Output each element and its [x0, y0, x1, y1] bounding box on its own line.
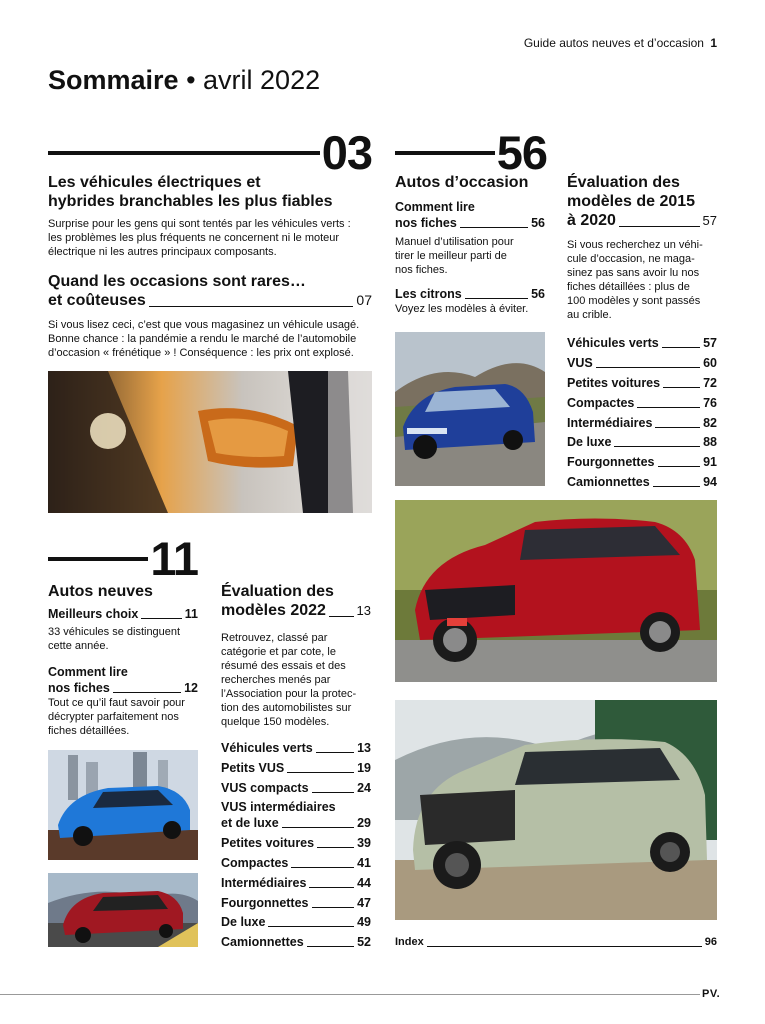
entry-body	[567, 238, 717, 322]
section-number-56	[395, 126, 547, 179]
entry-body: Voyez les modèles à éviter.	[395, 303, 529, 315]
category-entry[interactable]	[221, 875, 371, 891]
leader-line	[653, 486, 700, 487]
category-entry[interactable]	[567, 454, 717, 470]
article-title-line: Les véhicules électriques et	[48, 174, 261, 191]
photo-blue-suv	[395, 332, 545, 486]
toc-entry	[395, 286, 545, 302]
entry-body	[48, 625, 198, 653]
running-header	[524, 36, 717, 50]
toc-page: 82	[703, 415, 717, 430]
category-entry[interactable]	[221, 895, 371, 911]
body-line: Retrouvez, classé par	[221, 632, 328, 644]
photo-red-wagon	[48, 873, 198, 947]
toc-page: 88	[703, 435, 717, 450]
photo-car-mirror	[48, 371, 372, 513]
leader-line	[309, 887, 354, 888]
entry-evaluation-2015-2020[interactable]	[567, 173, 717, 322]
photo-green-suv	[395, 700, 717, 920]
toc-entry	[567, 211, 717, 230]
page-title	[48, 62, 320, 98]
leader-line	[465, 298, 528, 299]
body-line: au crible.	[567, 309, 612, 321]
toc-label: VUS	[567, 355, 593, 370]
leader-line	[141, 618, 181, 619]
index-entry[interactable]	[395, 934, 717, 950]
body-line: Si vous recherchez un véhi-	[567, 239, 703, 251]
leader-line	[427, 946, 702, 947]
toc-page: 47	[357, 895, 371, 910]
article-body	[48, 318, 372, 360]
toc-page: 96	[704, 936, 717, 948]
toc-label: VUS intermédiaires	[221, 800, 336, 815]
leader-line	[317, 847, 354, 848]
category-entry[interactable]	[221, 780, 371, 796]
category-entry[interactable]	[221, 934, 371, 950]
section-number: 56	[496, 126, 547, 179]
toc-label: VUS compacts	[221, 780, 309, 795]
toc-label: Comment lire	[48, 665, 128, 679]
toc-page: 07	[356, 292, 372, 308]
title-main: Sommaire	[48, 65, 179, 95]
toc-label-line	[221, 799, 371, 815]
category-entry[interactable]	[567, 474, 717, 490]
page-number: 1	[710, 36, 717, 50]
article-title-line: hybrides branchables les plus fiables	[48, 193, 333, 210]
article-rare-used-cars[interactable]	[48, 272, 372, 360]
toc-page: 24	[357, 780, 371, 795]
category-entry[interactable]	[567, 395, 717, 411]
body-line: nos fiches.	[395, 264, 448, 276]
body-line: 33 véhicules se distinguent	[48, 626, 181, 638]
toc-label: Petites voitures	[221, 836, 315, 851]
body-line: électrique ni les autres principaux composants.	[48, 246, 277, 258]
toc-entry	[48, 606, 198, 622]
body-line: catégorie et par cote, le	[221, 646, 336, 658]
toc-page: 72	[703, 375, 717, 390]
entry-body	[395, 235, 545, 277]
toc-page: 76	[703, 395, 717, 410]
toc-label-line	[395, 199, 545, 215]
toc-page: 13	[356, 603, 371, 618]
toc-label: Véhicules verts	[221, 741, 313, 755]
body-line: tion des automobilistes sur	[221, 702, 352, 714]
entry-title-line: modèles de 2015	[567, 193, 696, 210]
section-rule	[48, 557, 148, 561]
leader-line	[312, 907, 355, 908]
leader-line	[291, 867, 354, 868]
toc-page: 41	[357, 855, 371, 870]
article-ev-reliability[interactable]	[48, 173, 368, 259]
category-entry[interactable]	[567, 434, 717, 450]
toc-label: Fourgonnettes	[221, 895, 309, 910]
category-entry[interactable]	[567, 375, 717, 391]
section-rule	[48, 151, 320, 155]
leader-line	[316, 752, 354, 753]
leader-line	[637, 407, 700, 408]
toc-label: Véhicules verts	[567, 336, 659, 350]
toc-page: 91	[703, 455, 717, 470]
category-entry[interactable]	[221, 740, 371, 756]
body-line: Tout ce qu’il faut savoir pour	[48, 697, 185, 709]
section-heading-new-cars: Autos neuves	[48, 583, 153, 600]
section-heading-used-cars: Autos d’occasion	[395, 174, 529, 191]
photo-red-suv	[395, 500, 717, 682]
toc-label: De luxe	[221, 915, 266, 930]
toc-label: Compactes	[221, 855, 289, 870]
toc-page: 44	[357, 875, 371, 890]
body-line: Manuel d’utilisation pour	[395, 236, 514, 248]
body-line: d’occasion « frénétique » ! Conséquence : les prix ont explosé.	[48, 347, 354, 359]
category-entry[interactable]	[567, 355, 717, 371]
leader-line	[596, 367, 700, 368]
section-number-11	[48, 532, 198, 585]
toc-page: 49	[357, 915, 371, 930]
toc-label: modèles 2022	[221, 602, 326, 619]
section-number: 11	[150, 532, 198, 585]
body-line: 100 modèles y sont passés	[567, 295, 701, 307]
leader-line	[287, 772, 354, 773]
used-categories-list	[567, 335, 717, 490]
category-entry[interactable]	[221, 855, 371, 871]
toc-page: 60	[703, 355, 717, 370]
toc-label: nos fiches	[48, 681, 110, 695]
new-categories-list	[221, 740, 371, 950]
entry-read-fiches-used[interactable]	[395, 199, 545, 277]
toc-label: et de luxe	[221, 816, 279, 831]
leader-line	[312, 792, 355, 793]
category-entry[interactable]	[221, 799, 371, 831]
category-entry[interactable]	[221, 914, 371, 930]
article-title-line: Quand les occasions sont rares…	[48, 273, 306, 290]
body-line: tirer le meilleur parti de	[395, 250, 507, 262]
leader-line	[113, 692, 181, 693]
body-line: sinez pas sans avoir lu nos	[567, 267, 700, 279]
body-line: cette année.	[48, 640, 109, 652]
section-rule	[395, 151, 495, 155]
body-line: cule d’occasion, ne maga-	[567, 253, 695, 265]
entry-evaluation-2022[interactable]	[221, 582, 371, 729]
publisher-logo: PV.	[702, 988, 721, 1000]
body-line: les problèmes les plus fréquents ne concernent ni le moteur	[48, 232, 340, 244]
leader-line	[329, 616, 354, 617]
entry-body	[221, 631, 371, 729]
body-line: l’Association pour la protec-	[221, 688, 357, 700]
toc-label: Petites voitures	[567, 375, 661, 390]
photo-blue-hatchback	[48, 750, 198, 860]
body-line: recherches menés par	[221, 674, 331, 686]
toc-label: De luxe	[567, 435, 612, 450]
toc-label: Camionnettes	[567, 475, 650, 490]
running-title: Guide autos neuves et d’occasion	[523, 36, 704, 50]
entry-read-fiches-new[interactable]	[48, 664, 198, 738]
body-line: fiches détaillées : plus de	[567, 281, 690, 293]
toc-label-line	[48, 664, 198, 680]
category-entry[interactable]	[567, 335, 717, 351]
body-line: Surprise pour les gens qui sont tentés par les véhicules verts :	[48, 218, 351, 230]
body-line: fiches détaillées.	[48, 725, 130, 737]
leader-line	[662, 347, 700, 348]
toc-page: 39	[357, 836, 371, 851]
toc-label: Index	[395, 936, 424, 948]
section-number-03	[48, 126, 372, 179]
toc-label: Camionnettes	[221, 935, 304, 950]
toc-label: Comment lire	[395, 200, 475, 214]
toc-label: Intermédiaires	[221, 875, 307, 890]
leader-line	[282, 827, 354, 828]
toc-label: Petits VUS	[221, 760, 285, 775]
article-body	[48, 217, 368, 259]
leader-line	[619, 226, 700, 227]
leader-line	[663, 387, 700, 388]
leader-line	[460, 227, 528, 228]
toc-page: 57	[702, 213, 717, 228]
toc-label: à 2020	[567, 212, 616, 229]
toc-entry	[221, 601, 371, 620]
body-line: résumé des essais et des	[221, 660, 346, 672]
toc-page: 56	[531, 216, 545, 230]
entry-title-line: Évaluation des	[567, 174, 680, 191]
toc-label: Fourgonnettes	[567, 455, 655, 470]
entry-body	[48, 696, 198, 738]
entry-title-line: Évaluation des	[221, 583, 334, 600]
body-line: Si vous lisez ceci, c’est que vous magasinez un véhicule usagé.	[48, 319, 360, 331]
toc-page: 94	[703, 475, 717, 490]
toc-page: 13	[357, 741, 371, 755]
title-date: • avril 2022	[186, 65, 321, 95]
toc-page: 11	[184, 607, 198, 621]
toc-label: Intermédiaires	[567, 415, 653, 430]
leader-line	[307, 946, 354, 947]
category-entry[interactable]	[221, 835, 371, 851]
leader-line	[149, 306, 354, 307]
category-entry[interactable]	[567, 415, 717, 431]
toc-page: 12	[184, 681, 198, 695]
entry-best-picks[interactable]	[48, 606, 198, 653]
toc-entry	[48, 291, 372, 310]
category-entry[interactable]	[221, 760, 371, 776]
toc-page: 52	[357, 935, 371, 950]
toc-label: et coûteuses	[48, 292, 146, 309]
toc-page: 56	[531, 287, 545, 301]
leader-line	[655, 427, 700, 428]
body-line: Bonne chance : la pandémie a rendu le marché de l’automobile	[48, 333, 357, 345]
toc-page: 29	[357, 816, 371, 831]
body-line: quelque 150 modèles.	[221, 716, 330, 728]
leader-line	[658, 466, 701, 467]
toc-page: 57	[703, 336, 717, 350]
toc-entry	[395, 215, 545, 231]
leader-line	[268, 926, 354, 927]
entry-citrons[interactable]	[395, 286, 545, 316]
footer-rule	[0, 994, 700, 995]
toc-page: 19	[357, 760, 371, 775]
toc-label: nos fiches	[395, 216, 457, 230]
leader-line	[614, 446, 700, 447]
body-line: décrypter parfaitement nos	[48, 711, 179, 723]
toc-label: Compactes	[567, 395, 635, 410]
toc-entry	[221, 815, 371, 831]
toc-label: Meilleurs choix	[48, 607, 139, 621]
toc-entry	[48, 680, 198, 696]
toc-label: Les citrons	[395, 287, 462, 301]
section-number: 03	[321, 126, 372, 179]
